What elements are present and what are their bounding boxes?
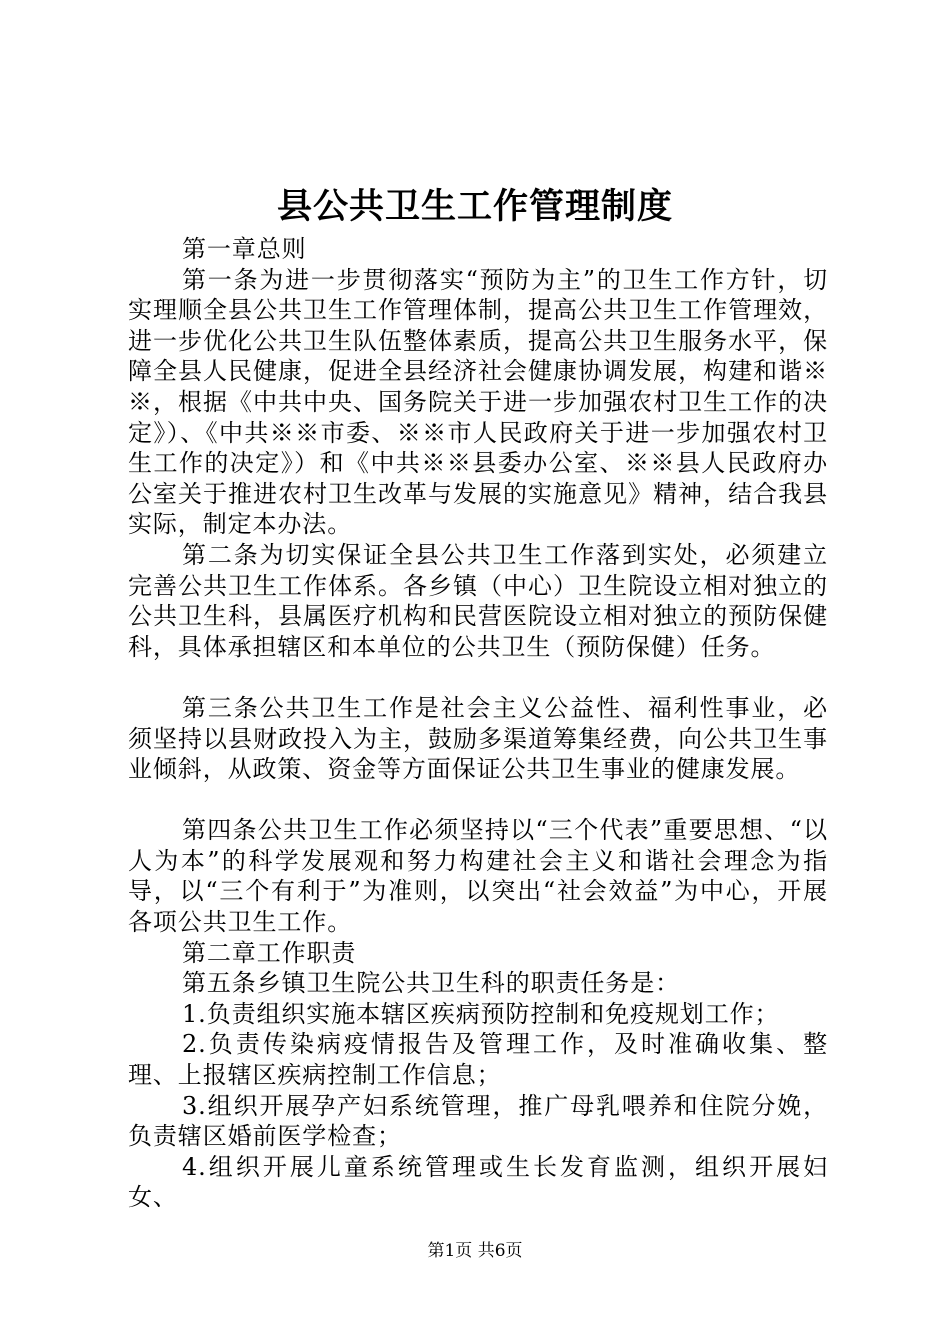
article-paragraph: 第四条公共卫生工作必须坚持以“三个代表”重要思想、“以人为本”的科学发展观和努力构建社会主义和谐社会理念为指导，以“三个有利于”为准则，以突出“社会效益”为中心，开展各项公共卫生工作。: [128, 816, 828, 937]
article-paragraph: 第五条乡镇卫生院公共卫生科的职责任务是：: [182, 969, 680, 998]
list-item: 1.负责组织实施本辖区疾病预防控制和免疫规划工作；: [182, 999, 780, 1028]
list-item: 2.负责传染病疫情报告及管理工作，及时准确收集、整理、上报辖区疾病控制工作信息；: [128, 1030, 828, 1090]
list-item: 3.组织开展孕产妇系统管理，推广母乳喂养和住院分娩，负责辖区婚前医学检查；: [128, 1091, 828, 1151]
document-title: 县公共卫生工作管理制度: [276, 186, 673, 227]
document-body: [128, 234, 828, 1213]
article-paragraph: 第一条为进一步贯彻落实“预防为主”的卫生工作方针，切实理顺全县公共卫生工作管理体制，提高公共卫生工作管理效，进一步优化公共卫生队伍整体素质，提高公共卫生服务水平，保障全县人民健康，促进全县经济社会健康协调发展，构建和谐※※，根据《中共中央、国务院关于进一步加强农村卫生工作的决定》）、《中共※※市委、※※市人民政府关于进一步加强农村卫生工作的决定》）和《中共※※县委办公室、※※县人民政府办公室关于推进农村卫生改革与发展的实施意见》精神，结合我县实际，制定本办法。: [128, 265, 828, 539]
article-paragraph: 第二条为切实保证全县公共卫生工作落到实处，必须建立完善公共卫生工作体系。各乡镇（中心）卫生院设立相对独立的公共卫生科，县属医疗机构和民营医院设立相对独立的预防保健科，具体承担辖区和本单位的公共卫生（预防保健）任务。: [128, 540, 828, 661]
page-number-footer: 第1页 共6页: [427, 1241, 523, 1261]
chapter-heading: 第二章工作职责: [182, 938, 357, 967]
article-paragraph: 第三条公共卫生工作是社会主义公益性、福利性事业，必须坚持以县财政投入为主，鼓励多渠道筹集经费，向公共卫生事业倾斜，从政策、资金等方面保证公共卫生事业的健康发展。: [128, 693, 828, 784]
chapter-heading: 第一章总则: [182, 235, 307, 263]
list-item: 4.组织开展儿童系统管理或生长发育监测，组织开展妇女、: [128, 1152, 828, 1212]
